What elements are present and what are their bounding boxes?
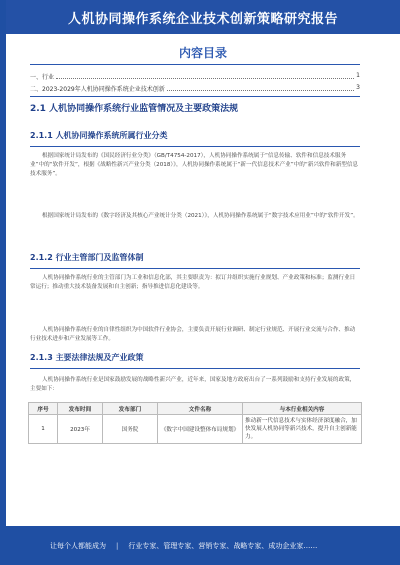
toc-divider-bottom [30,96,360,97]
toc-item[interactable] [30,84,360,93]
body-paragraph: 根据国家统计局发布的《数字经济及其核心产业统计分类（2021）》，人机协同操作系统属于“数字技术应用业”中的“软件开发”。 [42,213,359,219]
table-header-cell: 发布时间 [58,403,103,415]
table-header-cell: 序号 [29,403,58,415]
table-cell-date: 2023年 [58,415,103,444]
toc-item-label: 二、2023-2029年人机协同操作系统企业技术创新 [30,86,165,93]
section-heading: 2.1 人机协同操作系统行业监管情况及主要政策法规 [30,104,239,114]
footer-role: 战略专家 [233,541,262,550]
policy-table [28,402,362,444]
footer-role: 管理专家 [163,541,192,550]
toc-divider-top [30,64,360,65]
body-paragraph: 人机协同操作系统行业的自律性组织为中国软件行业协会，主要负责开展行业调研、制定行业规范、开展行业交流与合作、推动行业技术进步和产业发展等工作。 [30,327,356,342]
subsection-heading: 2.1.2 行业主管部门及监管体制 [30,253,144,262]
toc-item[interactable] [30,72,360,81]
table-header-row [29,403,362,415]
toc-item-label: 一、行业 [30,74,55,81]
subsection-heading: 2.1.3 主要法律法规及产业政策 [30,353,144,362]
table-header-cell: 文件名称 [158,403,243,415]
subsection-divider [30,268,360,269]
toc-title: 内容目录 [178,46,227,60]
toc-item-page: 3 [356,84,360,91]
footer-role: 成功企业家 [268,541,304,550]
body-paragraph: 人机协同操作系统行业是国家鼓励发展的战略性新兴产业，近年来，国家及地方政府出台了一系列鼓励和支持行业发展的政策，主要如下： [30,377,356,392]
table-cell-no: 1 [29,415,58,444]
subsection-divider [30,368,360,369]
report-title: 人机协同操作系统企业技术创新策略研究报告 [67,11,338,27]
subsection-heading: 2.1.1 人机协同操作系统所属行业分类 [30,131,168,140]
footer-separator: | [116,541,119,550]
report-header [6,0,400,34]
footer-role: 营销专家 [198,541,227,550]
footer-slogan: 让每个人都能成为 [50,541,106,550]
left-accent-bar [0,0,6,565]
table-row [29,415,362,444]
table-cell-doc: 《数字中国建设整体布局规划》 [158,415,243,444]
footer-role: 行业专家 [128,541,157,550]
table-cell-dept: 国务院 [103,415,158,444]
toc-dot-leader [167,84,354,91]
toc-dot-leader [56,72,354,79]
toc-item-page: 1 [356,72,360,79]
body-paragraph: 人机协同操作系统行业的主管部门为工业和信息化部，其主要职责为：拟订并组织实施行业规划、产业政策和标准；监测行业日常运行；推动重大技术装备发展和自主创新；指导推进信息化建设等。 [30,275,356,290]
body-paragraph: 根据国家统计局发布的《国民经济行业分类》（GB/T4754-2017），人机协同操作系统属于“信息传输、软件和信息技术服务业”中的“软件开发”，根据《战略性新兴产业分类（2018）》，人机协同操作系统属于“新一代信息技术产业”中的“新兴软件和新型信息技术服务”。 [30,153,359,177]
footer-ellipsis: …… [303,541,318,550]
footer-banner: 让每个人都能成为 | 行业专家 、 管理专家 、 营销专家 、 战略专家 、 成功企业家 …… [6,526,400,565]
table-header-cell: 发布部门 [103,403,158,415]
table-header-cell: 与本行业相关内容 [243,403,362,415]
table-cell-content: 推动新一代信息技术与实体经济深度融合，加快发展人机协同等新兴技术，提升自主创新能力。 [243,415,362,444]
subsection-divider [30,146,360,147]
